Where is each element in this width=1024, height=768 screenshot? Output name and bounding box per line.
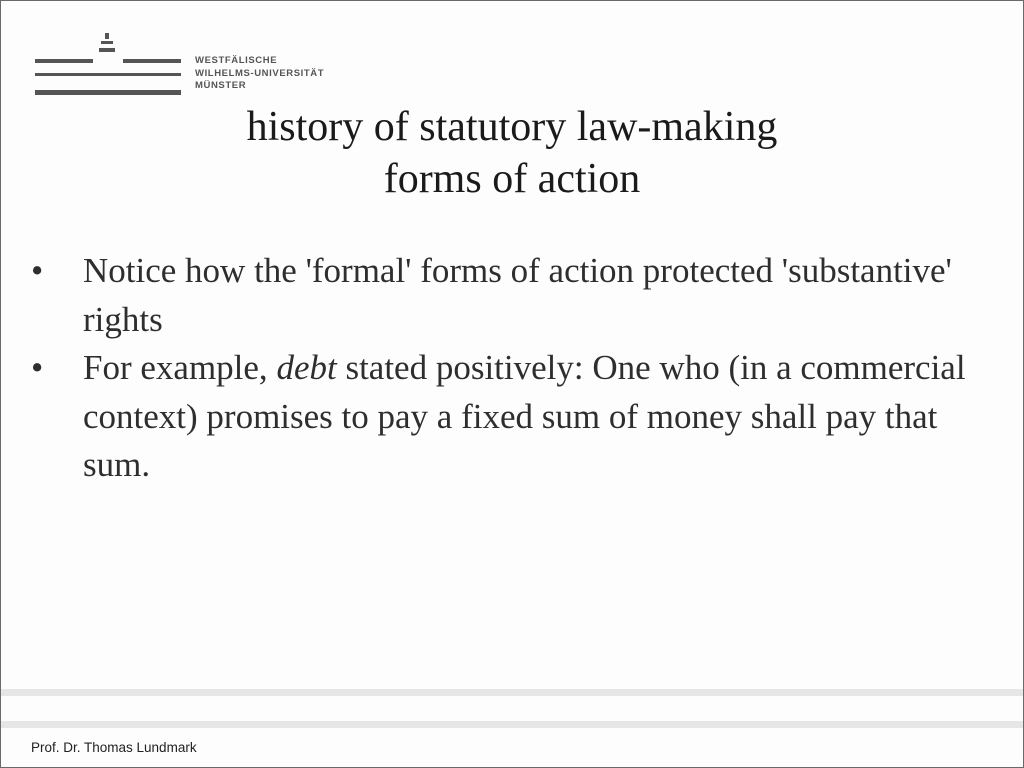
logo-bar-1 bbox=[35, 59, 93, 63]
slide-title-line-2: forms of action bbox=[383, 156, 641, 202]
footer-divider-top bbox=[1, 689, 1023, 696]
bullet-text-suffix: stated positively: One who (in a commercial context) promises to pay a fixed sum of money shall pay that sum. bbox=[83, 348, 966, 484]
university-name-line-2: WILHELMS-UNIVERSITÄT bbox=[195, 67, 325, 79]
bullet-marker: • bbox=[31, 348, 44, 387]
slide-title bbox=[1, 101, 1023, 205]
bullet-text-emphasis: debt bbox=[276, 348, 337, 387]
logo-mark-middle bbox=[101, 41, 113, 44]
bullet-list bbox=[31, 247, 991, 490]
bullet-item bbox=[31, 247, 991, 344]
bullet-text: Notice how the 'formal' forms of action protected 'substantive' rights bbox=[83, 251, 952, 339]
footer-author: Prof. Dr. Thomas Lundmark bbox=[31, 740, 197, 755]
logo-bar-2 bbox=[123, 59, 181, 63]
university-logo bbox=[35, 31, 335, 101]
bullet-item bbox=[31, 344, 991, 490]
university-name-line-3: MÜNSTER bbox=[195, 80, 247, 91]
logo-bar-3 bbox=[35, 73, 181, 76]
logo-mark-top bbox=[105, 33, 109, 39]
bullet-marker: • bbox=[31, 251, 44, 290]
bullet-text-prefix: For example, bbox=[83, 348, 277, 387]
logo-bar-4 bbox=[35, 90, 181, 95]
logo-mark-base bbox=[99, 48, 115, 52]
slide-title-line-1: history of statutory law-making bbox=[246, 104, 778, 150]
footer-divider-bottom bbox=[1, 721, 1023, 728]
university-name bbox=[195, 55, 324, 93]
university-name-line-1: WESTFÄLISCHE bbox=[195, 55, 278, 66]
